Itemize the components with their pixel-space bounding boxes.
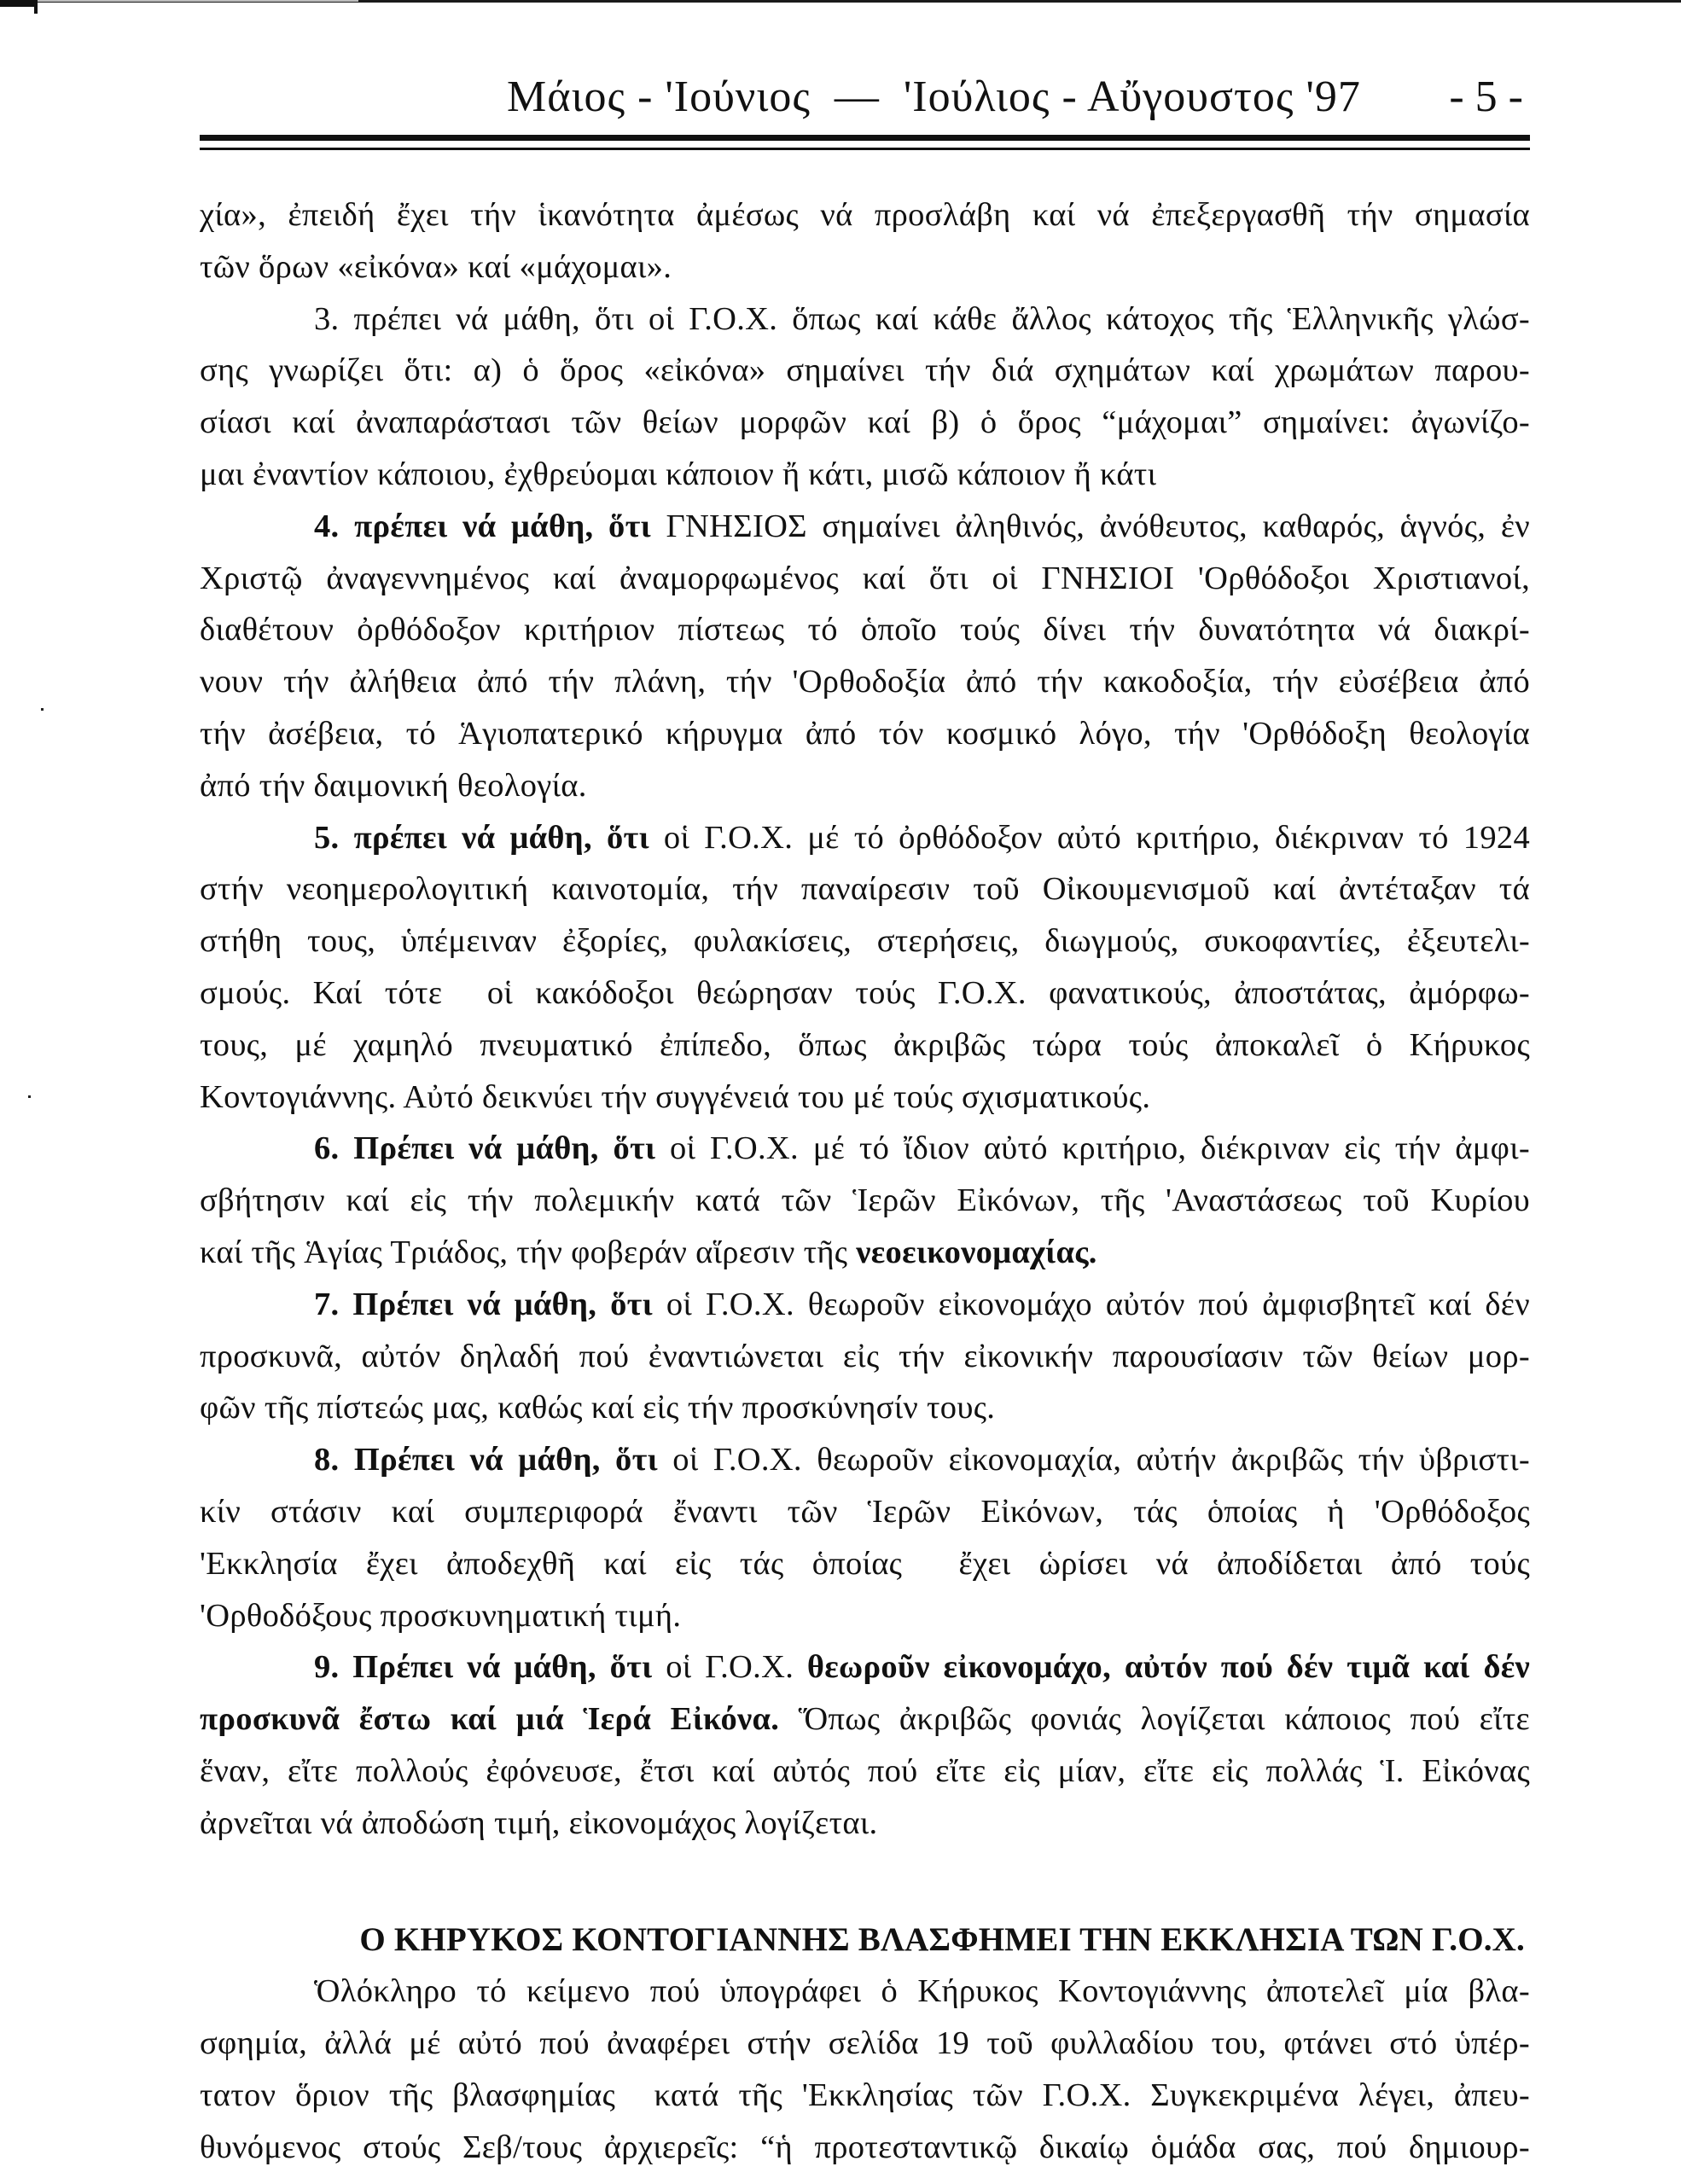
text-line [200,293,1530,346]
line-text: 'Ορθοδόξους προσκυνηματική τιμή. [200,1597,682,1634]
scan-edge-top-light [0,0,358,2]
running-header [200,72,1530,131]
text-line [200,656,1530,708]
line-text: σίασι καί ἀναπαράστασι τῶν θείων μορφῶν καί β) ὁ ὅρος “μάχομαι” σημαίνει: ἀγωνίζο- [200,404,1530,441]
text-line [200,2122,1530,2174]
line-text: χία», ἐπειδή ἔχει τήν ἱκανότητα ἀμέσως νά προσλάβη καί νά ἐπεξεργασθῆ τήν σημασία [200,197,1530,233]
line-text: στήθη τους, ὑπέμειναν ἐξορίες, φυλακίσεις, στερήσεις, διωγμούς, συκοφαντίες, ἐξευτελι- [200,923,1530,960]
bold-emphasis: θεωροῦν εἰκονομάχο, αὐτόν πού δέν τιμᾶ καί δέν [806,1649,1530,1686]
page-number: - 5 - [1449,73,1523,121]
scan-speck [41,708,44,711]
line-text: Χριστῷ ἀναγεννημένος καί ἀναμορφωμένος καί ὅτι οἱ ΓΝΗΣΙΟΙ 'Ορθόδοξοι Χριστιανοί, [200,560,1530,596]
text-line [200,2070,1530,2122]
line-text: τῶν ὅρων «εἰκόνα» καί «μάχομαι». [200,248,672,285]
line-text: ΓΝΗΣΙΟΣ σημαίνει ἀληθινός, ἀνόθευτος, καθαρός, ἁγνός, ἐν [650,508,1530,544]
line-text: οἱ Γ.Ο.Χ. [652,1649,807,1686]
line-text: τατον ὅριον τῆς βλασφημίας κατά τῆς 'Εκκλησίας τῶν Γ.Ο.Χ. Συγκεκριμένα λέγει, ἀπευ- [200,2077,1530,2113]
text-line [200,812,1530,864]
line-text: τήν ἀσέβεια, τό Ἁγιοπατερικό κήρυγμα ἀπό τόν κοσμικό λόγο, τήν 'Ορθόδοξη θεολογία [200,715,1530,752]
bold-lead: 5. πρέπει νά μάθη, ὅτι [314,819,649,856]
text-line [200,189,1530,241]
section-heading: Ο ΚΗΡΥΚΟΣ ΚΟΝΤΟΓΙΑΝΝΗΣ ΒΛΑΣΦΗΜΕΙ ΤΗΝ ΕΚΚΛΗΣΙΑ ΤΩΝ Γ.Ο.Χ. [359,1920,1525,1958]
bold-lead: 4. πρέπει νά μάθη, ὅτι [314,508,651,544]
text-line [200,1966,1530,2018]
text-line [200,1175,1530,1227]
bold-lead: 8. Πρέπει νά μάθη, ὅτι [314,1442,658,1478]
text-line [200,915,1530,967]
text-line [200,1123,1530,1175]
bold-lead: 9. Πρέπει νά μάθη, ὅτι [314,1649,653,1686]
line-text: ἀρνεῖται νά ἀποδώση τιμή, εἰκονομάχος λογίζεται. [200,1804,878,1841]
main-text [200,189,1530,1850]
line-text: οἱ Γ.Ο.Χ. μέ τό ὀρθόδοξον αὐτό κριτήριο, διέκριναν τό 1924 [649,819,1530,856]
text-line [200,397,1530,449]
bold-lead: 7. Πρέπει νά μάθη, ὅτι [314,1286,653,1322]
line-text: σης γνωρίζει ὅτι: α) ὁ ὅρος «εἰκόνα» σημαίνει τήν διά σχημάτων καί χρωμάτων παρου- [200,352,1530,389]
text-line [200,1798,1530,1850]
line-text: ἀπό τήν δαιμονική θεολογία. [200,767,587,804]
scan-speck [28,1095,31,1098]
text-line [200,1227,1530,1279]
text-line [200,1434,1530,1486]
scan-mark-corner-tick [34,0,38,14]
text-line [200,1382,1530,1434]
text-line [200,760,1530,812]
line-text: οἱ Γ.Ο.Χ. θεωροῦν εἰκονομάχο αὐτόν πού ἀμφισβητεῖ καί δέν [652,1286,1530,1322]
section-text [200,1966,1530,2173]
line-text: θυνόμενος στούς Σεβ/τους ἀρχιερεῖς: “ἡ προτεσταντικῷ δικαίῳ ὁμάδα σας, πού δημιουρ- [200,2129,1530,2165]
scan-mark-corner [0,0,34,7]
text-line [200,1072,1530,1124]
line-text: Ὁλόκληρο τό κείμενο πού ὑπογράφει ὁ Κήρυκος Κοντογιάννης ἀποτελεῖ μία βλα- [314,1973,1530,2010]
line-text: 'Εκκλησία ἔχει ἀποδεχθῆ καί εἰς τάς ὁποίας ἔχει ὡρίσει νά ἀποδίδεται ἀπό τούς [200,1545,1530,1582]
text-line [200,553,1530,605]
header-rule-thick [200,135,1530,141]
text-line [200,604,1530,656]
line-text: φῶν τῆς πίστεώς μας, καθώς καί εἰς τήν προσκύνησίν τους. [200,1390,996,1426]
header-rule-thin [200,148,1530,150]
line-text: 3. πρέπει νά μάθη, ὅτι οἱ Γ.Ο.Χ. ὅπως καί κάθε ἄλλος κάτοχος τῆς Ἑλληνικῆς γλώσ- [314,300,1530,337]
line-text: σβήτησιν καί εἰς τήν πολεμικήν κατά τῶν Ἱερῶν Εἰκόνων, τῆς 'Αναστάσεως τοῦ Κυρίου [200,1182,1530,1219]
text-line [200,708,1530,760]
text-line [200,241,1530,293]
text-line [200,449,1530,501]
line-text: σμούς. Καί τότε οἱ κακόδοξοι θεώρησαν τούς Γ.Ο.Χ. φανατικούς, ἀποστάτας, ἀμόρφω- [200,974,1530,1011]
line-text: σφημία, ἀλλά μέ αὐτό πού ἀναφέρει στήν σελίδα 19 τοῦ φυλλαδίου του, φτάνει στό ὑπέρ- [200,2025,1530,2062]
line-text: καί τῆς Ἁγίας Τριάδος, τήν φοβεράν αἵρεσιν τῆς [200,1234,857,1270]
bold-lead: προσκυνᾶ ἔστω καί μιά Ἱερά Εἰκόνα. [200,1701,780,1738]
line-text: κίν στάσιν καί συμπεριφορά ἔναντι τῶν Ἱερῶν Εἰκόνων, τάς ὁποίας ἡ 'Ορθόδοξος [200,1493,1530,1530]
text-line [200,1331,1530,1383]
line-text: οἱ Γ.Ο.Χ. θεωροῦν εἰκονομαχία, αὐτήν ἀκριβῶς τήν ὑβριστι- [657,1442,1530,1478]
bold-lead: 6. Πρέπει νά μάθη, ὅτι [314,1130,656,1167]
text-line [200,501,1530,553]
text-line [200,1693,1530,1745]
section-gap [200,1850,1530,1914]
text-line [200,967,1530,1019]
text-line [200,1486,1530,1538]
line-text: στήν νεοημερολογιτική καινοτομία, τήν παναίρεσιν τοῦ Οἰκουμενισμοῦ καί ἀντέταξαν τά [200,871,1530,908]
line-text: μαι ἐναντίον κάποιου, ἐχθρεύομαι κάποιον ἤ κάτι, μισῶ κάποιον ἤ κάτι [200,456,1157,492]
line-text: Κοντογιάννης. Αὐτό δεικνύει τήν συγγένειά του μέ τούς σχισματικούς. [200,1078,1151,1115]
line-text: διαθέτουν ὀρθόδοξον κριτήριον πίστεως τό ὁποῖο τούς δίνει τήν δυνατότητα νά διακρί- [200,612,1530,648]
text-line [200,1538,1530,1590]
text-line [200,2018,1530,2070]
text-line [200,1019,1530,1072]
line-text: τους, μέ χαμηλό πνευματικό ἐπίπεδο, ὅπως ἀκριβῶς τώρα τούς ἀποκαλεῖ ὁ Κήρυκος [200,1026,1530,1063]
line-text: οἱ Γ.Ο.Χ. μέ τό ἴδιον αὐτό κριτήριο, διέκριναν εἰς τήν ἀμφι- [655,1130,1530,1167]
bold-emphasis: νεοεικονομαχίας. [856,1234,1097,1270]
text-line [200,1590,1530,1642]
text-line [200,1279,1530,1331]
line-text: ἕναν, εἴτε πολλούς ἐφόνευσε, ἔτσι καί αὐτός πού εἴτε εἰς μίαν, εἴτε εἰς πολλάς Ἱ. Εἰκόνας [200,1752,1530,1789]
line-text: νουν τήν ἀλήθεια ἀπό τήν πλάνη, τήν 'Ορθοδοξία ἀπό τήν κακοδοξία, τήν εὐσέβεια ἀπό [200,664,1530,700]
issue-date-range: Μάιος - 'Ιούνιος — 'Ιούλιος - Αὔγουστος '97 [507,73,1361,121]
text-line [200,345,1530,397]
text-line [200,1745,1530,1798]
text-line [200,1641,1530,1693]
line-text: προσκυνᾶ, αὐτόν δηλαδή πού ἐναντιώνεται εἰς τήν εἰκονικήν παρουσίασιν τῶν θείων μορ- [200,1338,1530,1374]
line-text: Ὅπως ἀκριβῶς φονιάς λογίζεται κάποιος πού εἴτε [779,1701,1530,1738]
article-body [200,189,1530,2173]
text-line [200,863,1530,915]
